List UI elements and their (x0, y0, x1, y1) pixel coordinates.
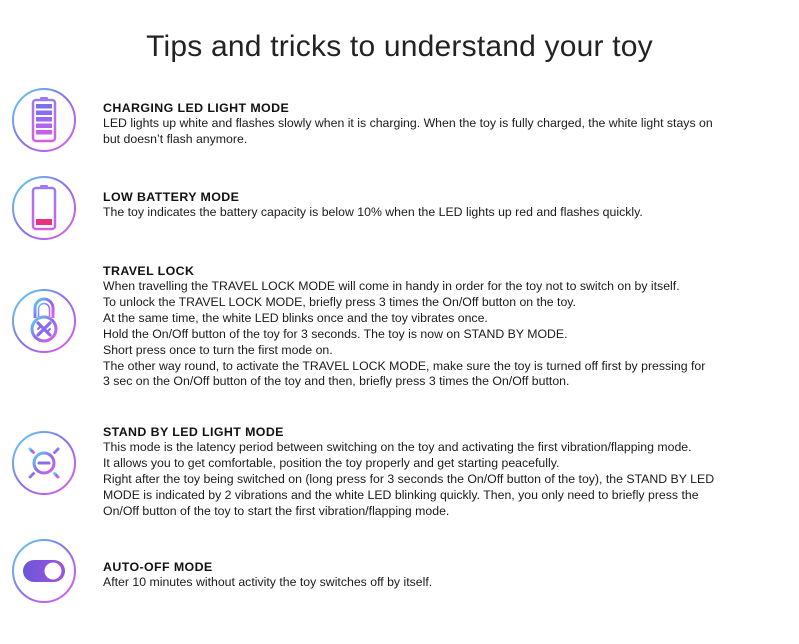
section-line: 3 sec on the On/Off button of the toy and then, briefly press 3 times the On/Off button. (103, 374, 570, 389)
battery-low-icon (11, 175, 77, 241)
section-line: but doesn’t flash anymore. (103, 131, 248, 146)
section-line: This mode is the latency period between switching on the toy and activating the first vibration/flapping mode. (103, 440, 692, 454)
section-heading: STAND BY LED LIGHT MODE (103, 425, 284, 439)
section-line: On/Off button of the toy to start the first vibration/flapping mode. (103, 503, 450, 518)
section-low-battery (103, 190, 793, 221)
section-heading: AUTO-OFF MODE (103, 560, 213, 574)
standby-light-icon (11, 430, 77, 496)
section-line: At the same time, the white LED blinks once and the toy vibrates once. (103, 310, 488, 325)
section-line: LED lights up white and flashes slowly when it is charging. When the toy is fully charged, the white light stays on (103, 116, 713, 130)
section-heading: TRAVEL LOCK (103, 264, 195, 278)
section-line: To unlock the TRAVEL LOCK MODE, briefly press 3 times the On/Off button on the toy. (103, 294, 576, 309)
section-line: Hold the On/Off button of the toy for 3 seconds. The toy is now on STAND BY MODE. (103, 326, 568, 341)
section-stand-by (103, 425, 793, 520)
section-line: When travelling the TRAVEL LOCK MODE will come in handy in order for the toy not to switch on by itself. (103, 279, 680, 293)
page-title: Tips and tricks to understand your toy (146, 30, 653, 63)
battery-full-icon (11, 87, 77, 153)
toggle-switch-icon (11, 538, 77, 604)
section-line: Right after the toy being switched on (long press for 3 seconds the On/Off button of the toy), the STAND BY LED (103, 471, 715, 486)
section-charging (103, 101, 793, 148)
section-line: It allows you to get comfortable, position the toy properly and get starting peacefully. (103, 455, 560, 470)
section-heading: LOW BATTERY MODE (103, 190, 240, 204)
section-line: The toy indicates the battery capacity is below 10% when the LED lights up red and flashes quickly. (103, 205, 643, 219)
section-line: Short press once to turn the first mode on. (103, 342, 333, 357)
section-line: MODE is indicated by 2 vibrations and the white LED blinking quickly. Then, you only need to briefly press the (103, 487, 699, 502)
section-auto-off (103, 560, 793, 591)
section-line: After 10 minutes without activity the toy switches off by itself. (103, 575, 433, 589)
section-travel-lock (103, 264, 793, 390)
section-heading: CHARGING LED LIGHT MODE (103, 101, 290, 115)
section-line: The other way round, to activate the TRAVEL LOCK MODE, make sure the toy is turned off first by pressing for (103, 358, 706, 373)
padlock-plane-icon (11, 288, 77, 354)
